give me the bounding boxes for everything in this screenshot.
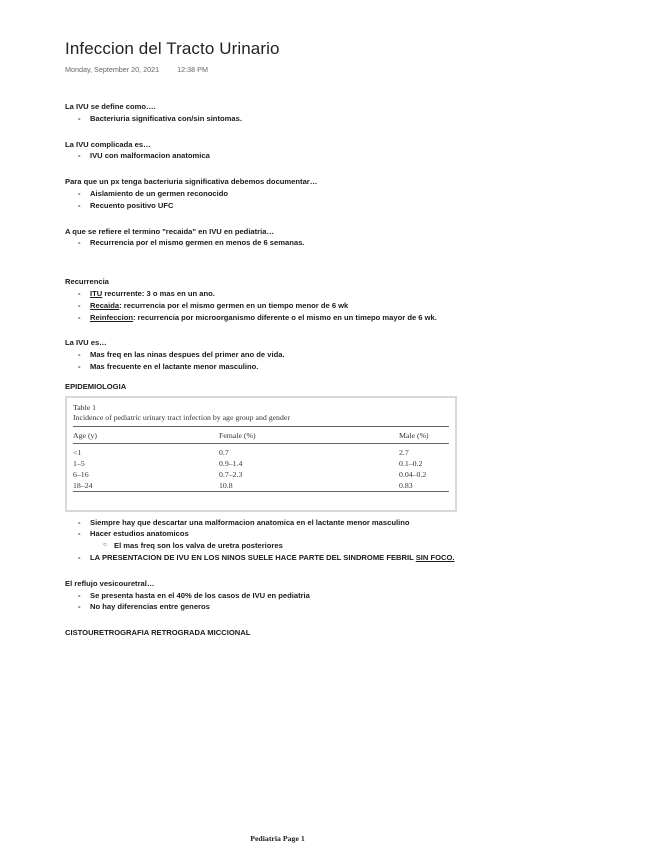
question-reflujo: El reflujo vesicouretral…: [65, 578, 155, 588]
list-item: - Recuento positivo UFC: [65, 200, 625, 212]
question-complicada: La IVU complicada es…: [65, 139, 151, 149]
list-item: [65, 312, 625, 324]
sin-foco-text: SIN FOCO.: [415, 552, 455, 562]
table-cell: 0.9–1.4: [219, 458, 243, 468]
table-cell: 0.1–0.2: [399, 458, 423, 468]
table-cell: 18–24: [73, 480, 219, 492]
term-itu-text: recurrente: 3 o mas en un ano.: [102, 288, 215, 298]
bullet-list: [65, 237, 625, 249]
list-item: [65, 288, 625, 300]
list-item: [65, 528, 625, 552]
term-recaida-text: : recurrencia por el mismo germen en un tiempo menor de 6 wk: [119, 300, 349, 310]
incidence-table: [73, 427, 449, 492]
list-item: - Siempre hay que descartar una malformacion anatomica en el lactante menor masculino: [65, 517, 625, 529]
term-itu: ITU: [90, 288, 103, 298]
sub-list-item: ○ El mas freq son los valva de uretra posteriores: [65, 540, 625, 552]
spacer: [65, 263, 625, 276]
question-recaida: A que se refiere el termino "recaida" en IVU en pediatria…: [65, 226, 275, 236]
table-header-row: [73, 427, 449, 444]
header-male: Male (%): [399, 427, 449, 444]
time-text: 12:38 PM: [177, 65, 208, 74]
table-cell: 1–5: [73, 458, 85, 468]
term-recaida: Recaida: [90, 300, 120, 310]
bullet-list: [65, 188, 625, 212]
table-cell: 2.7: [399, 447, 409, 457]
question-bacteriuria: Para que un px tenga bacteriuria significativa debemos documentar…: [65, 177, 318, 187]
epidemiologia-heading: EPIDEMIOLOGIA: [65, 381, 127, 391]
page-date: [65, 65, 208, 74]
list-item: - Bacteriuria significativa con/sin sintomas.: [65, 113, 625, 125]
date-text: Monday, September 20, 2021: [65, 65, 160, 74]
incidence-table-image: [65, 396, 457, 512]
list-item: - IVU con malformacion anatomica: [65, 150, 625, 162]
presentacion-text: LA PRESENTACION DE IVU EN LOS NINOS SUELE HACE PARTE DEL SINDROME FEBRIL: [90, 552, 416, 562]
cistouretrografia-heading: CISTOURETROGRAFIA RETROGRADA MICCIONAL: [65, 628, 251, 638]
list-item: - Aislamiento de un germen reconocido: [65, 188, 625, 200]
list-item: - Mas frecuente en el lactante menor masculino.: [65, 361, 625, 373]
list-item: - Recurrencia por el mismo germen en menos de 6 semanas.: [65, 237, 625, 249]
bullet-list: [65, 288, 625, 323]
table-cell: 0.7–2.3: [219, 469, 243, 479]
table-cell: 0.7: [219, 447, 229, 457]
table-cell: 0.83: [399, 480, 449, 492]
recurrencia-heading: Recurrencia: [65, 277, 109, 287]
table-row: [73, 458, 449, 469]
header-female: Female (%): [219, 427, 399, 444]
table-row: [73, 469, 449, 480]
page-title: Infeccion del Tracto Urinario: [65, 39, 280, 58]
list-item-text: Hacer estudios anatomicos: [90, 529, 189, 539]
list-item: [65, 552, 625, 564]
list-item: - Se presenta hasta en el 40% de los casos de IVU en pediatria: [65, 590, 625, 602]
term-reinfeccion-text: : recurrencia por microorganismo diferente o el mismo en un timepo mayor de 6 wk.: [133, 312, 437, 322]
bullet-list: [65, 113, 625, 125]
question-definition: La IVU se define como….: [65, 102, 156, 111]
page-footer: Pediatria Page 1: [250, 834, 305, 843]
note-content: [65, 101, 625, 639]
bullet-list: [65, 349, 625, 373]
list-item: - No hay diferencias entre generos: [65, 601, 625, 613]
table-caption-number: Table 1: [73, 402, 97, 412]
bullet-list: [65, 150, 625, 162]
header-age: Age (y): [73, 427, 219, 444]
list-item: [65, 300, 625, 312]
table-cell: 6–16: [73, 469, 89, 479]
table-row: [73, 480, 449, 492]
question-ivu-es: La IVU es…: [65, 338, 107, 348]
table-caption-title: Incidence of pediatric urinary tract infection by age group and gender: [73, 413, 449, 427]
bullet-list: [65, 517, 625, 564]
table-row: [73, 443, 449, 458]
list-item: - Mas freq en las ninas despues del primer ano de vida.: [65, 349, 625, 361]
sub-list: [65, 540, 625, 552]
table-cell: 0.04–0.2: [399, 469, 427, 479]
bullet-list: [65, 590, 625, 614]
term-reinfeccion: Reinfeccion: [90, 312, 134, 322]
table-cell: 10.8: [219, 480, 399, 492]
table-cell: <1: [73, 447, 82, 457]
